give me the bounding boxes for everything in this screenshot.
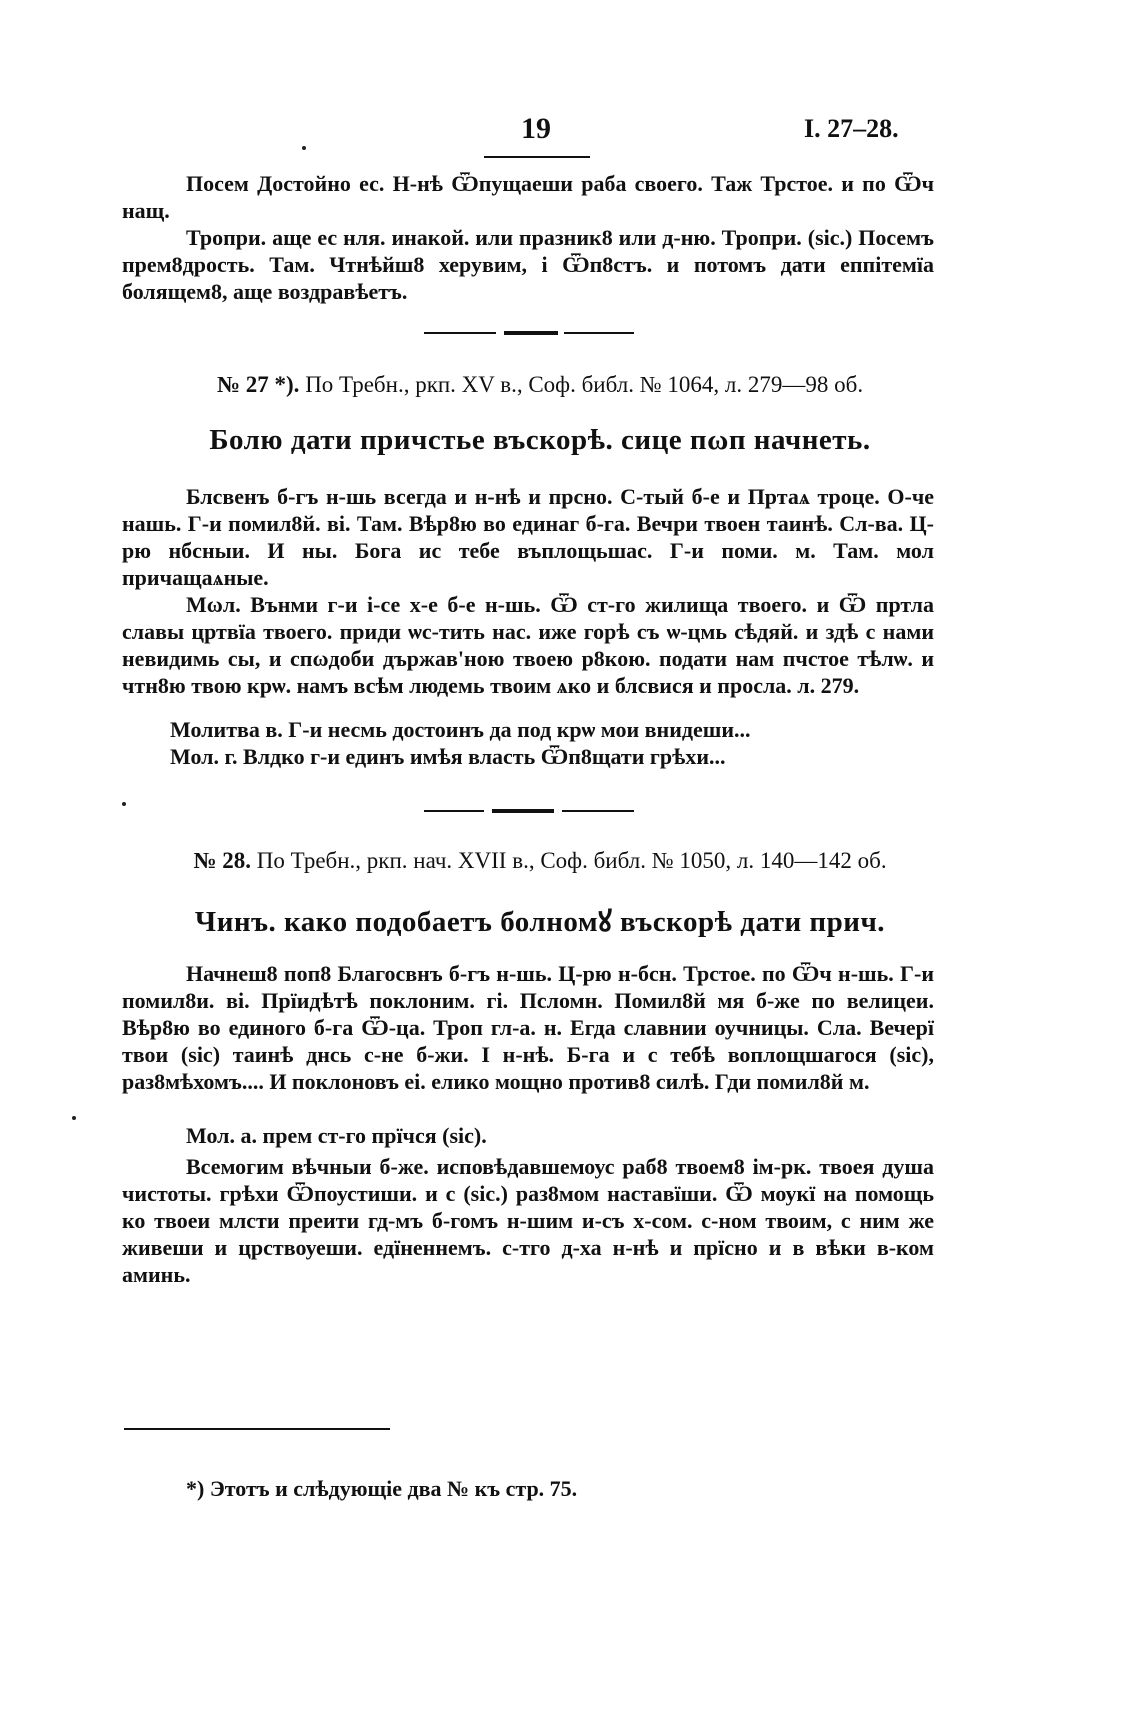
- section-28-number: № 28.: [193, 848, 252, 873]
- page-number-rule: [484, 156, 590, 158]
- section-27-paragraph-1: Блсвенъ б-гъ н-шь всегда и н-нѣ и прсно. С-тый б-е и Пртаѧ троце. О-че нашь. Г-и помил8й. ві. Там. Вѣр8ю во единаг б-га. Вечри твоен таинѣ. Сл-ва. Ц-рю нбсныи. И ны. Бога ис тебе въплощьшас. Г-и поми. м. Там. мол причащаѧные.: [122, 484, 934, 590]
- section-28-title: Чинъ. како подобаетъ болномꙋ въскорѣ дати прич.: [194, 906, 886, 938]
- speck-mark: [302, 146, 306, 150]
- speck-mark: [122, 802, 126, 806]
- top-paragraph-1: Посем Достойно ес. Н-нѣ Ѿпущаеши раба своего. Таж Трстое. и по Ѿч нащ.: [122, 171, 934, 223]
- section-28-heading: [140, 848, 940, 874]
- page-number: 19: [521, 112, 551, 145]
- section-28-paragraph-2: Мол. а. прем ст-го прїчся (sic).: [186, 1123, 487, 1148]
- footnote-rule: [124, 1428, 390, 1430]
- section-28-paragraph-1: Начнеш8 поп8 Благосвнъ б-гъ н-шь. Ц-рю н-бсн. Трстое. по Ѿч н-шь. Г-и помил8и. ві. Прїидѣтѣ поклоним. гі. Псломн. Помил8й мя б-же по велицеи. Вѣр8ю во единого б-га Ѿ-ца. Троп гл-а. н. Егда славнии оучницы. Сла. Вечерї твои (sic) таинѣ днсь с-не б-жи. І н-нѣ. Б-га и с тебѣ воплощшагося (sic), раз8мѣхомъ.... И поклоновъ еі. елико мощно против8 силѣ. Гди помил8й м.: [122, 961, 934, 1094]
- speck-mark: [72, 1116, 76, 1120]
- section-separator-2: [424, 810, 634, 812]
- top-paragraph-2: Тропри. аще ес нля. инакой. или празник8 или д-ню. Тропри. (sic.) Посемъ прем8дрость. Там. Чтнѣйш8 херувим, і Ѿп8стъ. и потомъ дати еппітемїа болящем8, аще воздравѣетъ.: [122, 225, 934, 304]
- section-27-paragraph-4: Мол. г. Влдко г-и единъ имѣя власть Ѿп8щати грѣхи...: [170, 744, 726, 769]
- section-separator-1: [424, 332, 634, 334]
- section-27-heading: [140, 372, 940, 398]
- section-28-source: По Требн., ркп. нач. XVII в., Соф. библ. № 1050, л. 140—142 об.: [256, 848, 887, 873]
- section-27-paragraph-3: Молитва в. Г-и несмь достоинъ да под крѡ мои внидеши...: [170, 717, 751, 742]
- section-reference: I. 27–28.: [804, 114, 899, 143]
- section-27-title: Болю дати причстье въскорѣ. сице пωп начнеть.: [209, 424, 871, 456]
- section-27-paragraph-2: Мωл. Вънми г-и і-се х-е б-е н-шь. Ѿ ст-го жилища твоего. и Ѿ пртла славы цртвїа твоего. приди ѡс-тить нас. иже горѣ съ ѡ-цмь сѣдяй. и здѣ с нами невидимь сы, и спωдоби държав'ною твоею р8кою. подати нам пчстое тѣлѡ. и чтн8ю твою крѡ. намъ всѣм людемь твоим ѧко и блсвися и просла. л. 279.: [122, 592, 934, 698]
- section-27-source: По Требн., ркп. XV в., Соф. библ. № 1064, л. 279—98 об.: [305, 372, 864, 397]
- footnote: *) Этотъ и слѣдующіе два № къ стр. 75.: [186, 1476, 578, 1501]
- section-27-number: № 27 *).: [216, 372, 300, 397]
- section-28-paragraph-3: Всемогим вѣчныи б-же. исповѣдавшемоус раб8 твоем8 ім-рк. твоея душа чистоты. грѣхи Ѿпоустиши. и с (sic.) раз8мом наставїши. Ѿ моукї на помощь ко твоеи млсти преити гд-мъ б-гомъ н-шим и-съ х-сом. с-ном твоим, с ним же живеши и црствоуеши. едїненнемъ. с-тго д-ха н-нѣ и прїсно и в вѣки в-ком аминь.: [122, 1154, 934, 1287]
